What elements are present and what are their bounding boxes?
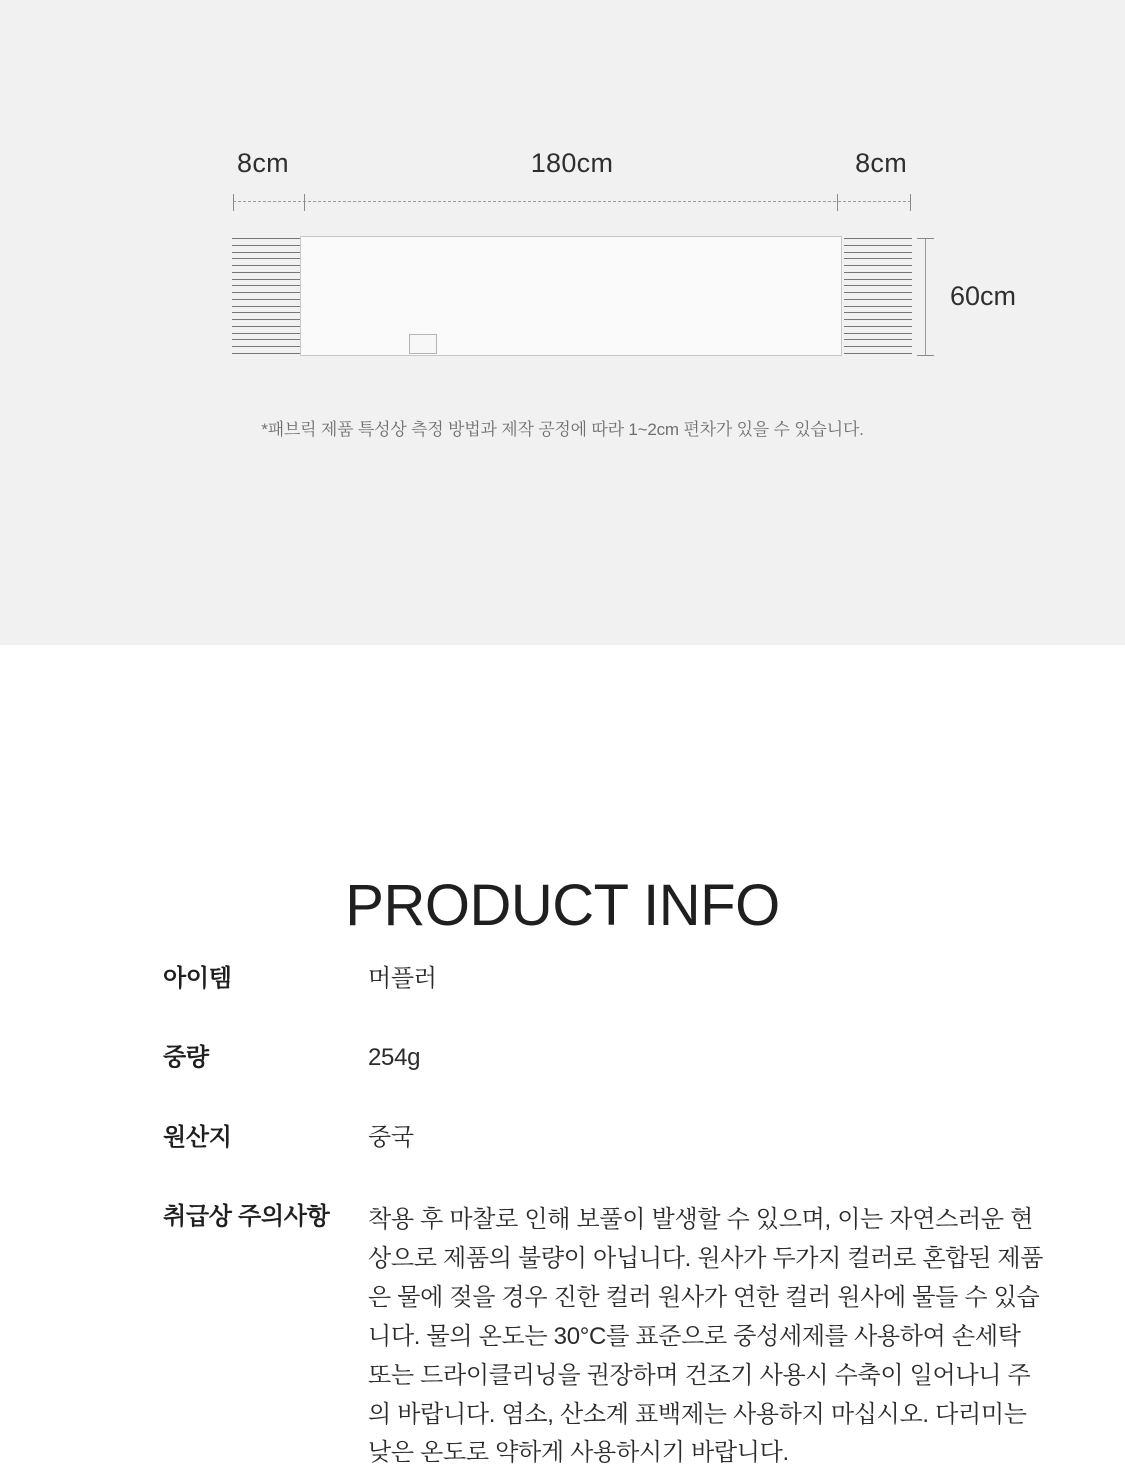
vertical-dimension-line [925, 238, 926, 356]
product-spec-table [163, 963, 1053, 1473]
width-dimension-label: 60cm [950, 281, 1017, 311]
table-row [163, 1042, 1053, 1074]
table-row [163, 1122, 1053, 1154]
table-row [163, 963, 1053, 995]
right-fringe-icon [844, 238, 912, 354]
spec-key-item: 아이템 [163, 965, 232, 992]
table-row [163, 1201, 1053, 1473]
measurement-disclaimer-note: *패브릭 제품 특성상 측정 방법과 제작 공정에 따라 1~2cm 편차가 있을 수 있습니다. [261, 420, 864, 439]
left-fringe-icon [232, 238, 300, 354]
product-info-section [0, 645, 1125, 1479]
dimension-tick-icon [910, 194, 911, 211]
scarf-illustration [232, 236, 912, 358]
dimension-tick-icon [304, 194, 305, 211]
spec-value-item: 머플러 [368, 965, 437, 992]
page-title: PRODUCT INFO [345, 872, 780, 938]
care-label-tag-icon [409, 334, 437, 354]
spec-value-origin: 중국 [368, 1123, 414, 1151]
dimension-tick-icon [233, 194, 234, 211]
dimension-tick-icon [917, 355, 934, 356]
body-length-dimension-label: 180cm [530, 148, 614, 178]
left-fringe-dimension-label: 8cm [237, 148, 289, 178]
size-diagram-panel [0, 0, 1125, 645]
scarf-body-shape [300, 236, 842, 356]
horizontal-dimension-line [233, 201, 911, 203]
measurement-diagram [0, 0, 1125, 645]
spec-key-weight: 중량 [163, 1044, 209, 1072]
spec-key-care: 취급상 주의사항 [163, 1203, 330, 1231]
right-fringe-dimension-label: 8cm [855, 148, 907, 178]
spec-key-origin: 원산지 [163, 1123, 232, 1151]
dimension-tick-icon [837, 194, 838, 211]
spec-value-care: 착용 후 마찰로 인해 보풀이 발생할 수 있으며, 이는 자연스러운 현상으로 제품의 불량이 아닙니다. 원사가 두가지 컬러로 혼합된 제품은 물에 젖을 경우 진한 컬러 원사가 연한 컬러 원사에 물들 수 있습니다. 물의 온도는 30°C를 표준으로 중성세제를 사용하여 손세탁 또는 드라이클리닝을 권장하며 건조기 사용시 수축이 일어나니 주의 바랍니다. 염소, 산소계 표백제는 사용하지 마십시오. 다리미는 낮은 온도로 약하게 사용하시기 바랍니다. [368, 1206, 1044, 1467]
dimension-tick-icon [917, 238, 934, 239]
spec-value-weight: 254g [368, 1044, 421, 1072]
horizontal-dimension-labels [232, 148, 912, 190]
